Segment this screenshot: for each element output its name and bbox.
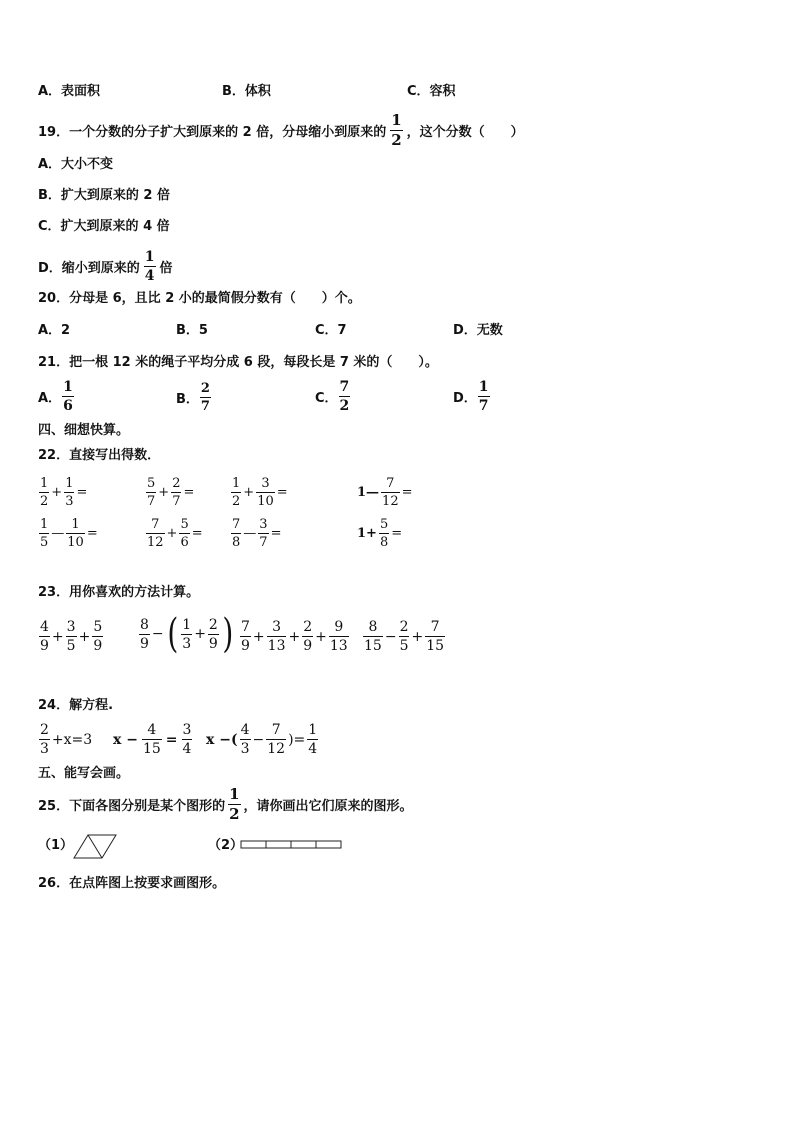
q18-option-c: C．容积: [407, 84, 456, 99]
q23-operator: +: [78, 628, 91, 645]
section-5-heading: 五、能写会画。: [38, 766, 130, 781]
fraction-numerator: 7: [241, 619, 250, 635]
q21-option-a-label: A．: [38, 391, 62, 406]
fraction-denominator: 7: [200, 399, 210, 414]
fraction-denominator: 2: [339, 398, 350, 414]
fraction-bar: [363, 636, 383, 637]
fraction: [379, 518, 389, 549]
q19-option-d-after: 倍: [159, 261, 173, 276]
q24-eq3-fraction-b: [266, 723, 286, 756]
q19-option-a: A．大小不变: [38, 157, 114, 172]
fraction-bar: [182, 739, 193, 740]
fraction-denominator: 10: [67, 535, 84, 550]
fraction-bar: [62, 396, 74, 397]
fraction-bar: [142, 739, 162, 740]
fraction-denominator: 4: [308, 741, 318, 757]
q23-operator: +: [288, 628, 301, 645]
q24-eq2-equals: =: [165, 731, 178, 748]
fraction-numerator: 4: [240, 722, 250, 738]
fraction-denominator: 7: [259, 535, 268, 550]
fraction-denominator: 4: [144, 268, 155, 284]
fraction-bar: [39, 533, 49, 534]
fraction: [381, 477, 400, 508]
q21-option-a-fraction: [62, 380, 74, 413]
fraction-bar: [399, 636, 410, 637]
q23-stem: 23．用你喜欢的方法计算。: [38, 585, 200, 600]
q21-option-a: [38, 380, 75, 413]
q22-problem: [38, 477, 88, 508]
fraction-bar: [39, 739, 50, 740]
q23-operator: +: [315, 628, 327, 645]
fraction-denominator: 7: [478, 398, 489, 414]
q24-eq2-fraction-a: [142, 723, 162, 756]
fraction-numerator: 2: [172, 476, 181, 491]
q19-stem-after: ，这个分数（ ）: [406, 125, 524, 140]
fraction-denominator: 5: [399, 638, 409, 654]
q24-stem: 24．解方程.: [38, 698, 114, 713]
fraction-denominator: 2: [391, 131, 402, 149]
q23-expression-3: [239, 620, 350, 653]
q23-expression-1: [38, 620, 104, 653]
q24-eq3-close: )=: [288, 731, 306, 748]
q20-stem: 20．分母是 6，且比 2 小的最简假分数有（ ）个。: [38, 291, 361, 306]
q22-operator: +: [51, 485, 63, 500]
fraction-denominator: 6: [180, 535, 189, 550]
fraction-bar: [256, 492, 275, 493]
fraction: [146, 477, 156, 508]
fraction-bar: [146, 492, 156, 493]
q22-problem: [145, 518, 204, 549]
fraction-bar: [302, 636, 313, 637]
fraction-denominator: 7: [172, 494, 181, 509]
fraction-denominator: 15: [426, 638, 445, 654]
fraction-bar: [66, 533, 85, 534]
fraction-numerator: 7: [430, 619, 440, 635]
fraction: [39, 477, 49, 508]
q22-equals: =: [86, 526, 98, 541]
fraction-denominator: 12: [382, 494, 399, 509]
q23-e2-left-paren: (: [166, 611, 178, 657]
fraction-bar: [200, 397, 211, 398]
q23-expression-2: [138, 611, 235, 657]
q24-eq1-rest: +x=3: [51, 731, 93, 748]
fraction-numerator: 1: [40, 517, 49, 532]
fraction: [39, 620, 50, 653]
q21-option-c-fraction: [339, 380, 351, 413]
fraction-numerator: 3: [272, 619, 282, 635]
q20-option-c: C．7: [315, 323, 347, 338]
fraction-bar: [231, 533, 241, 534]
q23-e2-fraction-b: [181, 618, 192, 651]
q24-equation-2: [112, 723, 193, 756]
q18-option-b: B．体积: [222, 84, 271, 99]
fraction: [329, 620, 349, 653]
q25-figure-1-label: （1）: [38, 838, 74, 853]
fraction: [179, 518, 189, 549]
q21-option-c-label: C．: [315, 391, 338, 406]
q25-stem-fraction: [228, 787, 240, 822]
fraction-denominator: 3: [240, 741, 250, 757]
q25-stem: [38, 787, 413, 822]
fraction-bar: [171, 492, 181, 493]
fraction-denominator: 12: [267, 741, 286, 757]
fraction-denominator: 6: [63, 398, 73, 414]
fraction-bar: [39, 492, 49, 493]
fraction: [66, 620, 77, 653]
fraction-denominator: 9: [208, 635, 218, 652]
q20-option-b: B．5: [176, 323, 208, 338]
q23-operator: +: [252, 628, 265, 645]
fraction: [256, 477, 275, 508]
fraction-numerator: 4: [40, 619, 49, 635]
q22-equals: =: [191, 526, 203, 541]
fraction-bar: [181, 634, 192, 635]
fraction-denominator: 9: [40, 638, 49, 654]
q22-problem: [356, 518, 403, 549]
fraction-bar: [144, 266, 156, 267]
fraction: [231, 518, 241, 549]
fraction-numerator: 2: [303, 619, 313, 635]
q21-option-b-fraction: [200, 382, 211, 413]
fraction-bar: [64, 492, 74, 493]
q23-expression-4: [362, 620, 446, 653]
q19-option-c: C．扩大到原来的 4 倍: [38, 219, 170, 234]
q22-problem: [230, 518, 282, 549]
q23-e2-fraction-a: [139, 618, 150, 651]
q23-e2-operator-2: +: [194, 626, 206, 642]
fraction-bar: [425, 636, 445, 637]
q24-eq3-operator: −: [252, 731, 265, 748]
q19-option-d: [38, 250, 173, 283]
fraction-numerator: 3: [66, 619, 76, 635]
fraction-numerator: 1: [478, 379, 489, 395]
fraction: [363, 620, 383, 653]
fraction: [92, 620, 103, 653]
fraction-numerator: 3: [261, 476, 270, 491]
q22-equals: =: [76, 485, 88, 500]
q22-problem: [230, 477, 289, 508]
fraction-denominator: 3: [65, 494, 74, 509]
fraction-denominator: 13: [329, 638, 348, 654]
q21-option-b-label: B．: [176, 392, 199, 407]
fraction-numerator: 3: [182, 722, 192, 738]
fraction-bar: [381, 492, 400, 493]
fraction-numerator: 8: [140, 616, 149, 633]
q23-operator: +: [51, 628, 64, 645]
fraction-numerator: 7: [386, 476, 395, 491]
q21-option-c: [315, 380, 351, 413]
fraction-numerator: 1: [232, 476, 241, 491]
q19-stem: [38, 113, 524, 148]
fraction-bar: [240, 636, 251, 637]
fraction-numerator: 1: [71, 517, 80, 532]
fraction-denominator: 4: [182, 741, 192, 757]
q22-equals: =: [401, 485, 413, 500]
q23-operator: −: [384, 628, 397, 645]
fraction: [399, 620, 410, 653]
q25-figure-2-label: （2）: [208, 838, 244, 853]
fraction-bar: [240, 739, 251, 740]
q18-option-a: A．表面积: [38, 84, 101, 99]
q23-e2-fraction-c: [208, 618, 219, 651]
fraction-numerator: 7: [151, 517, 160, 532]
q22-operator: —: [51, 526, 65, 541]
fraction: [146, 518, 165, 549]
fraction-numerator: 5: [180, 517, 189, 532]
q21-stem: 21．把一根 12 米的绳子平均分成 6 段，每段长是 7 米的（ ）。: [38, 355, 438, 370]
fraction: [231, 477, 241, 508]
q23-e2-operator: −: [151, 626, 164, 642]
fraction-denominator: 10: [257, 494, 274, 509]
fraction-numerator: 2: [200, 381, 210, 396]
fraction-bar: [39, 636, 50, 637]
q24-eq1-fraction: [39, 723, 50, 756]
q21-option-d: [453, 380, 491, 413]
q20-option-d: D．无数: [453, 323, 503, 338]
fraction-bar: [307, 739, 318, 740]
fraction-numerator: 5: [379, 517, 389, 532]
fraction: [267, 620, 287, 653]
fraction-bar: [258, 533, 268, 534]
fraction-denominator: 8: [232, 535, 241, 550]
q24-eq3-lead: x −(: [206, 731, 238, 748]
fraction-bar: [266, 739, 286, 740]
q22-lead: 1+: [357, 526, 377, 541]
fraction-denominator: 8: [379, 535, 389, 550]
fraction-denominator: 5: [40, 535, 49, 550]
fraction-bar: [146, 533, 165, 534]
q24-equation-3: [205, 723, 319, 756]
q25-segmented-strip-figure: [240, 840, 344, 850]
fraction-denominator: 2: [40, 494, 49, 509]
fraction-numerator: 8: [368, 619, 378, 635]
fraction: [64, 477, 74, 508]
fraction-denominator: 15: [364, 638, 382, 654]
fraction-numerator: 9: [334, 619, 344, 635]
fraction-denominator: 12: [147, 535, 164, 550]
fraction-bar: [339, 396, 351, 397]
fraction-numerator: 1: [182, 616, 192, 633]
fraction-numerator: 1: [308, 722, 318, 738]
fraction-numerator: 1: [144, 249, 155, 265]
q20-option-a: A．2: [38, 323, 71, 338]
fraction-numerator: 1: [40, 476, 49, 491]
fraction: [66, 518, 85, 549]
fraction-numerator: 7: [232, 517, 241, 532]
fraction-denominator: 2: [232, 494, 241, 509]
fraction-denominator: 7: [147, 494, 156, 509]
fraction-numerator: 2: [208, 616, 218, 633]
fraction-bar: [329, 636, 349, 637]
fraction-numerator: 1: [63, 379, 73, 395]
fraction-bar: [139, 634, 150, 635]
q22-problem: [356, 477, 414, 508]
q25-parallelogram-figure: [74, 834, 118, 860]
fraction: [240, 620, 251, 653]
fraction-denominator: 9: [93, 638, 103, 654]
q23-operator: +: [411, 628, 424, 645]
q22-equals: =: [183, 485, 195, 500]
q22-problem: [38, 518, 99, 549]
q26-stem: 26．在点阵图上按要求画图形。: [38, 876, 226, 891]
q19-stem-fraction: [390, 113, 402, 148]
fraction-bar: [478, 396, 490, 397]
fraction-denominator: 15: [142, 741, 161, 757]
q22-operator: +: [243, 485, 255, 500]
q19-option-b: B．扩大到原来的 2 倍: [38, 188, 171, 203]
q22-stem: 22．直接写出得数．: [38, 448, 161, 463]
fraction: [302, 620, 313, 653]
q24-equation-1: [38, 723, 93, 756]
fraction-bar: [231, 492, 241, 493]
fraction-denominator: 9: [303, 638, 313, 654]
fraction-numerator: 3: [259, 517, 268, 532]
fraction-bar: [379, 533, 389, 534]
q19-option-d-before: D．缩小到原来的: [38, 261, 140, 276]
fraction-numerator: 5: [147, 476, 156, 491]
fraction-denominator: 3: [40, 741, 49, 757]
q24-eq2-lead: x −: [113, 731, 138, 748]
fraction-bar: [92, 636, 103, 637]
q21-option-d-fraction: [478, 380, 490, 413]
q22-equals: =: [391, 526, 403, 541]
fraction-numerator: 4: [147, 722, 157, 738]
q25-stem-before: 25．下面各图分别是某个图形的: [38, 799, 226, 814]
fraction-bar: [267, 636, 287, 637]
fraction-numerator: 2: [40, 722, 49, 738]
fraction-denominator: 9: [241, 638, 250, 654]
fraction-bar: [208, 634, 219, 635]
fraction-numerator: 5: [93, 619, 103, 635]
q22-operator: +: [158, 485, 170, 500]
section-4-heading: 四、细想快算。: [38, 423, 130, 438]
fraction-denominator: 2: [229, 805, 240, 823]
fraction: [39, 518, 49, 549]
fraction: [258, 518, 268, 549]
q22-problem: [145, 477, 195, 508]
q19-option-d-fraction: [144, 250, 156, 283]
fraction-numerator: 7: [271, 722, 281, 738]
q25-stem-after: ，请你画出它们原来的图形。: [243, 799, 413, 814]
fraction-bar: [66, 636, 77, 637]
fraction-numerator: 7: [339, 379, 350, 395]
q22-equals: =: [270, 526, 282, 541]
q22-equals: =: [276, 485, 288, 500]
q22-operator: —: [243, 526, 257, 541]
fraction-numerator: 1: [391, 111, 402, 129]
q24-eq3-fraction-c: [307, 723, 318, 756]
fraction-denominator: 13: [267, 638, 286, 654]
q21-option-b: [176, 382, 212, 413]
q22-operator: +: [166, 526, 178, 541]
fraction-bar: [179, 533, 189, 534]
fraction-numerator: 1: [65, 476, 74, 491]
q24-eq2-fraction-b: [182, 723, 193, 756]
fraction-numerator: 1: [229, 785, 240, 803]
q24-eq3-fraction-a: [240, 723, 251, 756]
q22-lead: 1—: [357, 485, 380, 500]
fraction: [425, 620, 445, 653]
fraction-denominator: 3: [182, 635, 192, 652]
fraction-numerator: 2: [399, 619, 409, 635]
q23-e2-right-paren: ): [222, 611, 234, 657]
q19-stem-before: 19．一个分数的分子扩大到原来的 2 倍，分母缩小到原来的: [38, 125, 387, 140]
fraction: [171, 477, 181, 508]
q21-option-d-label: D．: [453, 391, 477, 406]
fraction-denominator: 5: [66, 638, 76, 654]
fraction-denominator: 9: [140, 635, 149, 652]
